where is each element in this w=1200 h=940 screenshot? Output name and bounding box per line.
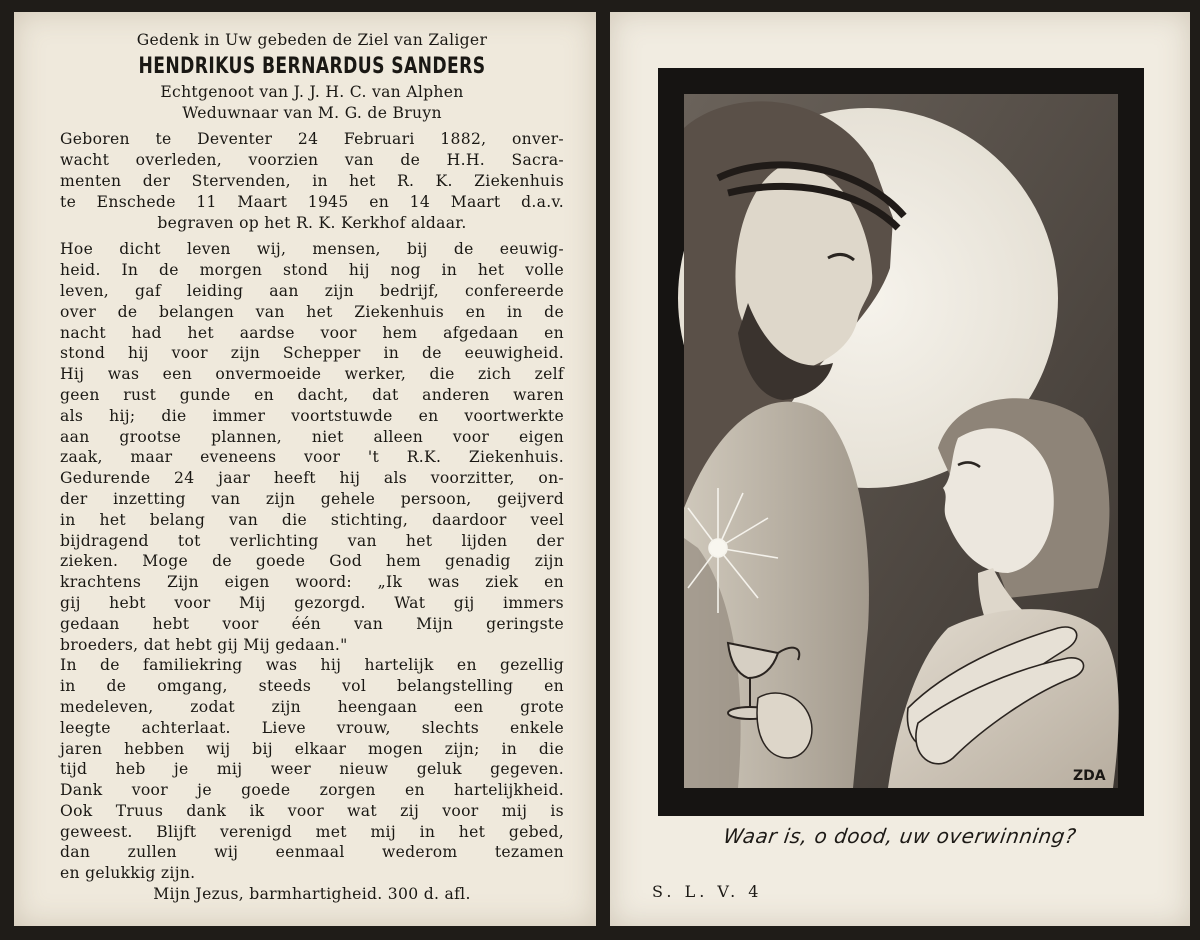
eulogy-line: der inzetting van zijn gehele persoon, geijverd	[60, 489, 564, 508]
eulogy-line: stond hij voor zijn Schepper in de eeuwigheid.	[60, 344, 564, 363]
eulogy-line: aan grootse plannen, niet alleen voor eigen	[60, 427, 564, 446]
eulogy-line: medeleven, zodat zijn heengaan een grote	[60, 697, 564, 716]
eulogy-line: krachtens Zijn eigen woord: „Ik was ziek en	[60, 573, 564, 592]
birth-death-paragraph	[60, 129, 564, 233]
eulogy-line: dan zullen wij eenmaal wederom tezamen	[60, 843, 564, 862]
eulogy-line: in de omgang, steeds vol belangstelling en	[60, 677, 564, 696]
eulogy-line: over de belangen van het Ziekenhuis en in de	[60, 302, 564, 321]
eulogy-line: nacht had het aardse voor hem afgedaan en	[60, 323, 564, 342]
birth-line: Geboren te Deventer 24 Februari 1882, onver-	[60, 130, 564, 149]
eulogy-line: Hij was een onvermoeide werker, die zich zelf	[60, 365, 564, 384]
eulogy-line: leven, gaf leiding aan zijn bedrijf, confereerde	[60, 281, 564, 300]
deceased-name: HENDRIKUS BERNARDUS SANDERS	[138, 53, 486, 79]
memorial-text-column	[60, 30, 564, 905]
eulogy-line: zieken. Moge de goede God hem genadig zijn	[60, 552, 564, 571]
eulogy-line: Gedurende 24 jaar heeft hij als voorzitter, on-	[60, 469, 564, 488]
eulogy-line: In de familiekring was hij hartelijk en gezellig	[60, 656, 564, 675]
artist-signature: ZDA	[1073, 768, 1106, 784]
eulogy-line: heid. In de morgen stond hij nog in het volle	[60, 261, 564, 280]
eulogy-line: leegte achterlaat. Lieve vrouw, slechts enkele	[60, 718, 564, 737]
eulogy-line: jaren hebben wij bij elkaar mogen zijn; in die	[60, 739, 564, 758]
opening-line: Gedenk in Uw gebeden de Ziel van Zaliger	[136, 31, 488, 49]
eulogy-line: als hij; die immer voortstuwde en voortwerkte	[60, 406, 564, 425]
series-code: S. L. V. 4	[652, 882, 763, 901]
birth-line: te Enschede 11 Maart 1945 en 14 Maart d.a.v.	[60, 192, 564, 211]
birth-line: menten der Stervenden, in het R. K. Ziekenhuis	[60, 171, 564, 190]
eulogy-line: en gelukkig zijn.	[60, 864, 196, 883]
eulogy-line: in het belang van die stichting, daardoor veel	[60, 510, 564, 529]
birth-line: wacht overleden, voorzien van de H.H. Sacra-	[60, 151, 564, 170]
memorial-text-card	[14, 12, 596, 926]
eulogy-line: tijd heb je mij weer nieuw geluk gegeven.	[60, 760, 564, 779]
birth-line: begraven op het R. K. Kerkhof aldaar.	[157, 213, 467, 232]
eulogy-paragraph	[60, 239, 564, 884]
eulogy-line: Ook Truus dank ik voor wat zij voor mij is	[60, 801, 564, 820]
indulgence-prayer: Mijn Jezus, barmhartigheid. 300 d. afl.	[153, 885, 471, 904]
eulogy-line: gij hebt voor Mij gezorgd. Wat gij immers	[60, 593, 564, 612]
eulogy-line: geweest. Blijft verenigd met mij in het gebed,	[60, 822, 564, 841]
eulogy-line: Dank voor je goede zorgen en hartelijkheid.	[60, 781, 564, 800]
devotional-image-card	[610, 12, 1190, 926]
eulogy-line: Hoe dicht leven wij, mensen, bij de eeuwig-	[60, 240, 564, 259]
caption-text: Waar is, o dood, uw overwinning?	[722, 824, 1078, 848]
eulogy-line: zaak, maar eveneens voor 't R.K. Ziekenhuis.	[60, 448, 564, 467]
eulogy-line: bijdragend tot verlichting van het lijden der	[60, 531, 564, 550]
christ-and-woman-illustration	[658, 68, 1144, 816]
eulogy-line: gedaan hebt voor één van Mijn geringste	[60, 614, 564, 633]
eulogy-line: broeders, dat hebt gij Mij gedaan."	[60, 635, 348, 654]
eulogy-line: geen rust gunde en dacht, dat anderen waren	[60, 385, 564, 404]
spouse-line: Echtgenoot van J. J. H. C. van Alphen	[160, 82, 464, 101]
widower-line: Weduwnaar van M. G. de Bruyn	[182, 103, 442, 122]
